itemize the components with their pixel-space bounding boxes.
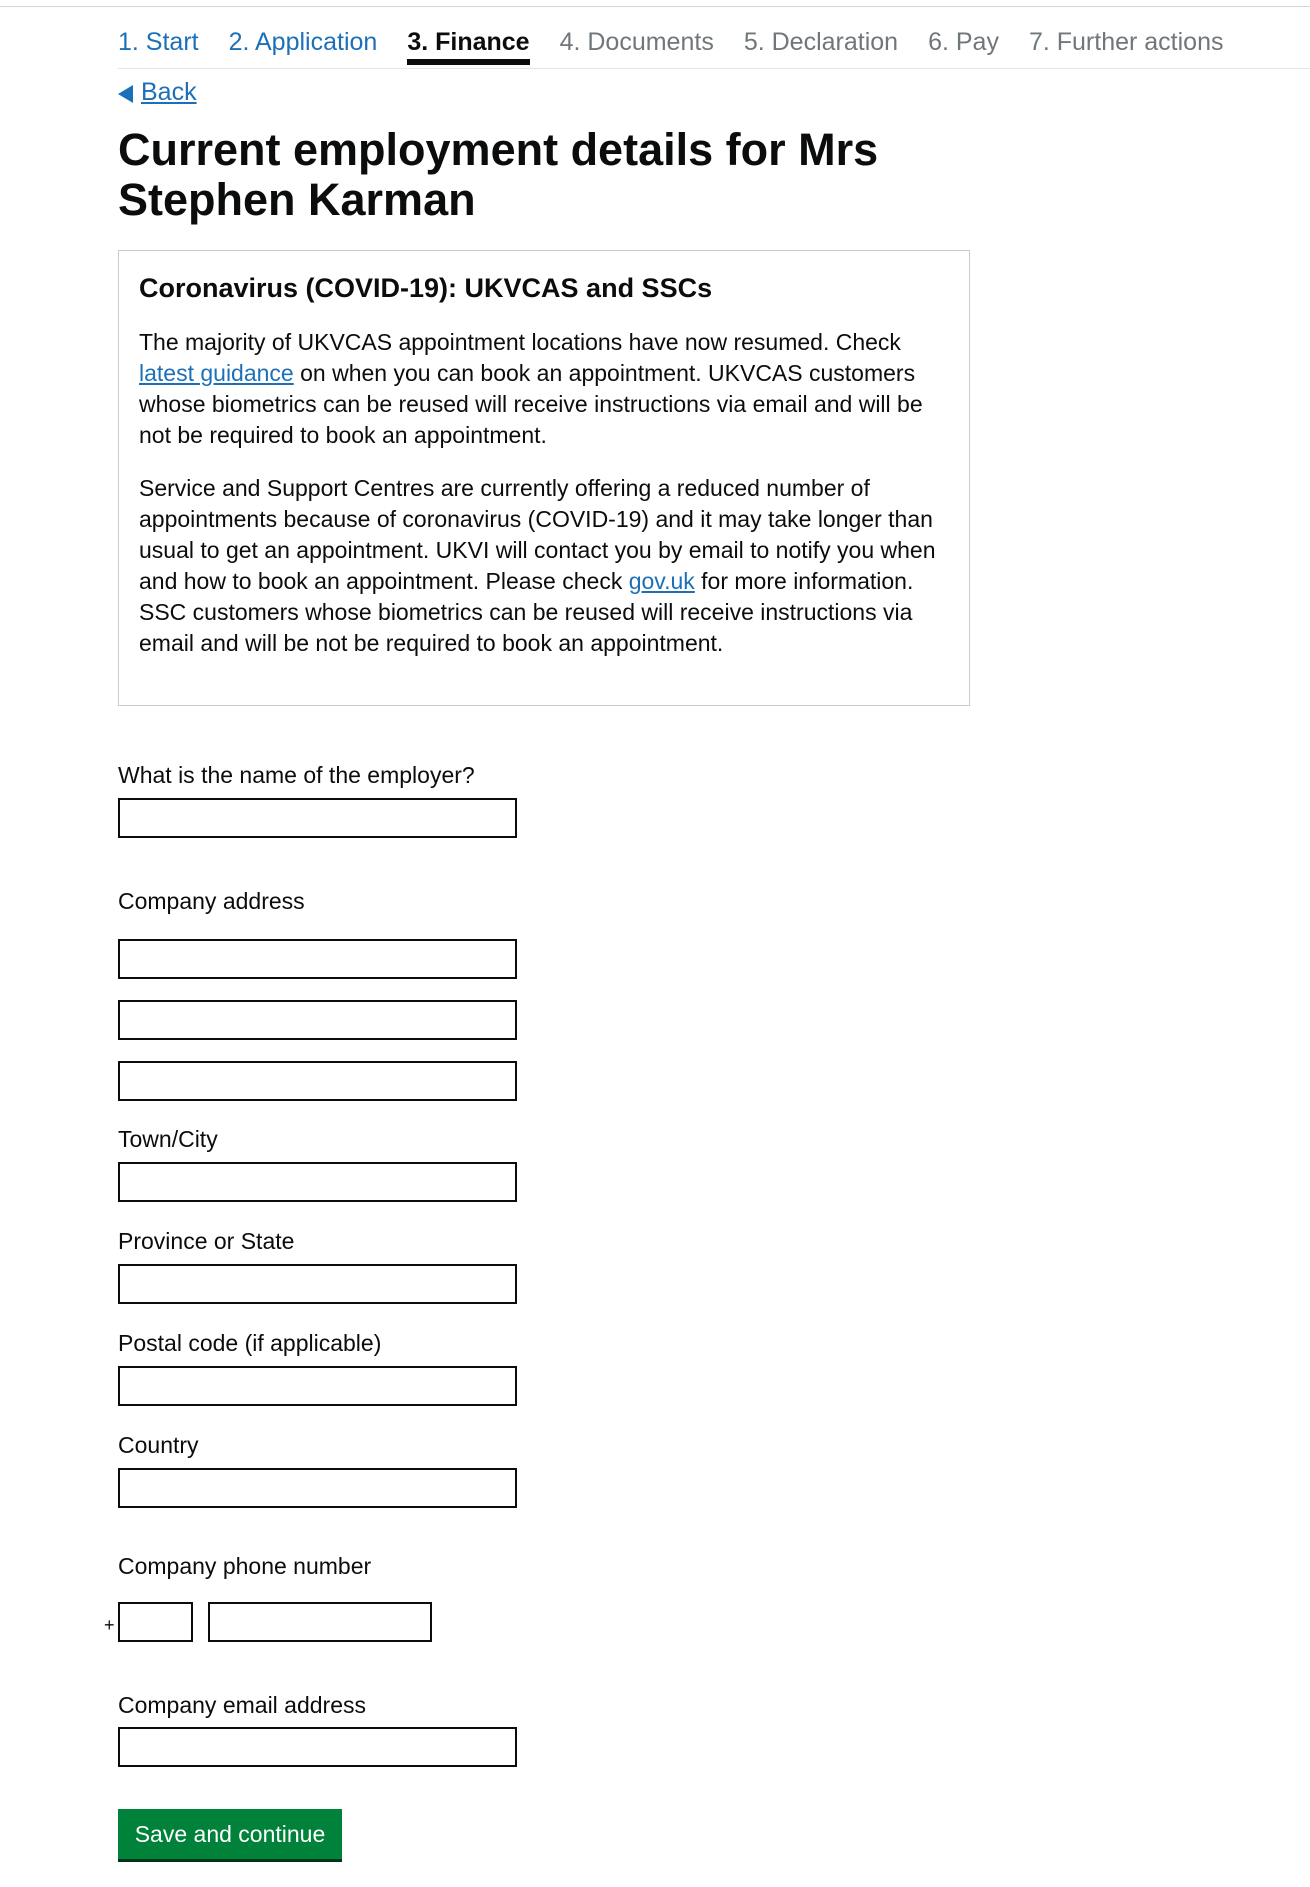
country-input[interactable] (118, 1468, 517, 1508)
company-email-input[interactable] (118, 1727, 517, 1767)
postal-code-label: Postal code (if applicable) (118, 1330, 382, 1356)
town-city-label: Town/City (118, 1126, 218, 1152)
back-link[interactable]: Back (141, 78, 197, 106)
postal-code-input[interactable] (118, 1366, 517, 1406)
progress-steps (118, 28, 1253, 65)
country-label: Country (118, 1432, 199, 1458)
latest-guidance-link[interactable]: latest guidance (139, 360, 294, 386)
step-start[interactable]: 1. Start (118, 28, 199, 56)
step-finance: 3. Finance (407, 28, 529, 65)
town-city-input[interactable] (118, 1162, 517, 1202)
step-application[interactable]: 2. Application (228, 28, 378, 56)
address-line-2-input[interactable] (118, 1000, 517, 1040)
gov-uk-link[interactable]: gov.uk (628, 568, 695, 594)
step-further-actions: 7. Further actions (1028, 28, 1224, 56)
phone-country-code-input[interactable] (118, 1602, 193, 1642)
step-pay: 6. Pay (928, 28, 999, 56)
company-address-label: Company address (118, 888, 305, 914)
step-declaration: 5. Declaration (743, 28, 899, 56)
step-documents: 4. Documents (559, 28, 714, 56)
notice-p1-text-end: on when you can book an appointment. UKVCAS customers whose biometrics can be reused will receive instructions via email and will be not be required to book an appointment. (139, 360, 923, 448)
notice-paragraph-1 (139, 327, 949, 451)
phone-number-input[interactable] (208, 1602, 432, 1642)
notice-p2-text: Service and Support Centres are currently offering a reduced number of appointments because of coronavirus (COVID-19) and it may take longer than usual to get an appointment. UKVI will contact you by email to notify you when and how to book an appointment. Please check (139, 475, 936, 594)
back-link-container (118, 78, 197, 107)
address-line-1-input[interactable] (118, 939, 517, 979)
steps-divider (118, 68, 1310, 69)
province-state-input[interactable] (118, 1264, 517, 1304)
notice-p1-text: The majority of UKVCAS appointment locations have now resumed. Check (139, 329, 901, 355)
province-state-label: Province or State (118, 1228, 295, 1254)
employer-label: What is the name of the employer? (118, 762, 475, 788)
notice-p2-text-end: for more information. SSC customers whose biometrics can be reused will receive instructions via email and will be not be required to book an appointment. (139, 568, 914, 656)
address-line-3-input[interactable] (118, 1061, 517, 1101)
phone-plus-sign: + (104, 1615, 115, 1635)
covid-notice (118, 250, 970, 706)
company-email-label: Company email address (118, 1692, 367, 1718)
top-rule (0, 6, 1310, 7)
notice-heading: Coronavirus (COVID-19): UKVCAS and SSCs (139, 273, 713, 303)
page-title: Current employment details for Mrs Stephen Karman (118, 124, 879, 225)
notice-paragraph-2 (139, 473, 949, 659)
employer-name-input[interactable] (118, 798, 517, 838)
save-and-continue-button[interactable]: Save and continue (118, 1809, 342, 1859)
back-arrow-icon[interactable] (118, 85, 133, 103)
company-phone-label: Company phone number (118, 1553, 372, 1579)
